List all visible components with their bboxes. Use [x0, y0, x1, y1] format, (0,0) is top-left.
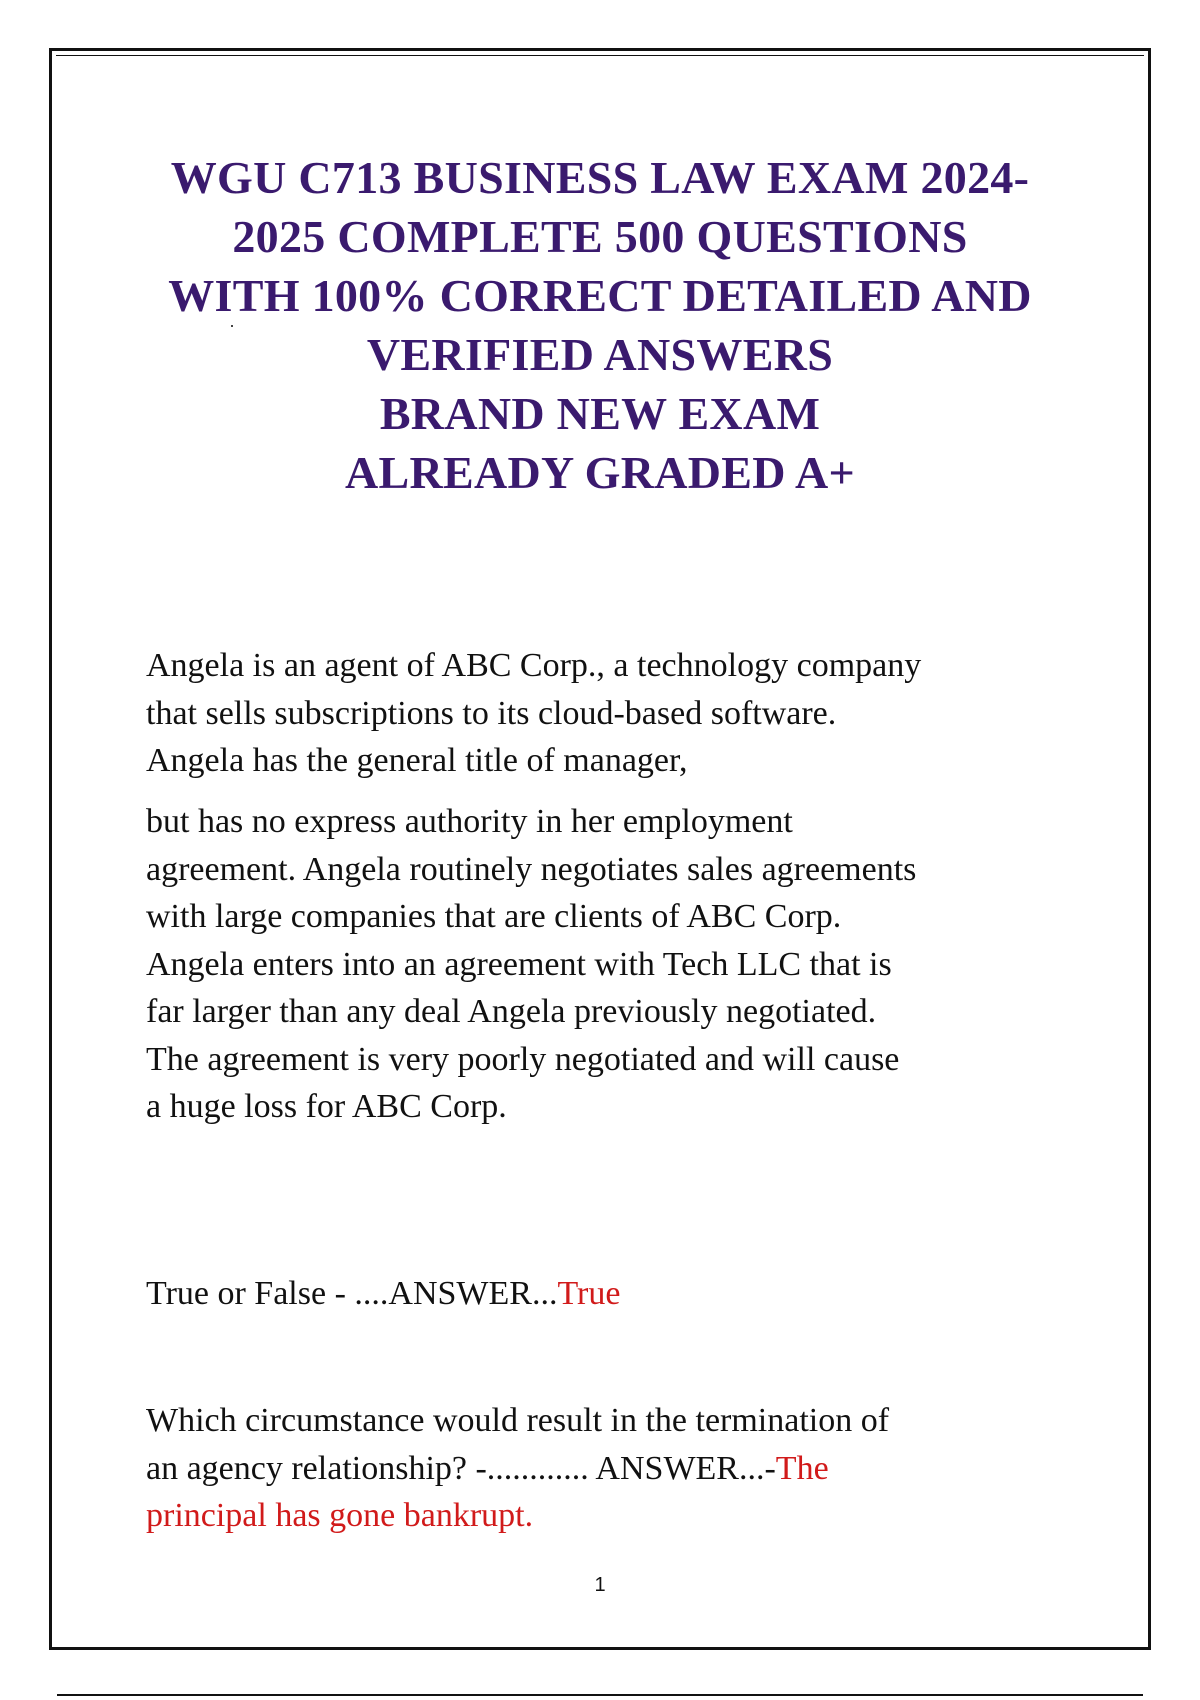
- answer-text: True: [557, 1275, 621, 1312]
- answer-text: The: [775, 1449, 829, 1487]
- page-number: 1: [594, 1574, 606, 1596]
- question-passage-part-1: [146, 642, 921, 785]
- qa-item-2: [146, 1397, 889, 1540]
- question-text: True or False - ....ANSWER...: [146, 1275, 558, 1312]
- document-title: [100, 148, 1100, 502]
- title-line: ALREADY GRADED A+: [344, 447, 856, 498]
- passage-line: Angela enters into an agreement with Tech LLC that is: [146, 945, 892, 983]
- title-line: WGU C713 BUSINESS LAW EXAM 2024-: [170, 152, 1030, 203]
- title-line: VERIFIED ANSWERS: [366, 329, 834, 380]
- title-line: WITH 100% CORRECT DETAILED AND: [168, 270, 1032, 321]
- passage-line: but has no express authority in her employment: [146, 803, 793, 840]
- title-line: BRAND NEW EXAM: [379, 388, 821, 439]
- qa-line: [146, 1445, 889, 1493]
- passage-line: The agreement is very poorly negotiated and will cause: [146, 1040, 900, 1078]
- passage-line: that sells subscriptions to its cloud-based software.: [146, 694, 837, 732]
- qa-item-1: [146, 1270, 620, 1318]
- passage-line: Angela has the general title of manager,: [146, 742, 688, 779]
- question-text: an agency relationship? -............ ANSWER...-: [146, 1449, 776, 1487]
- passage-line: with large companies that are clients of ABC Corp.: [146, 898, 842, 935]
- question-passage-part-2: [146, 798, 916, 1131]
- passage-line: agreement. Angela routinely negotiates sales agreements: [146, 850, 917, 888]
- next-page-top-rule: [57, 1694, 1143, 1696]
- passage-line: far larger than any deal Angela previously negotiated.: [146, 993, 877, 1030]
- stray-dot: [231, 325, 233, 327]
- question-text: Which circumstance would result in the termination of: [146, 1402, 890, 1439]
- title-line: 2025 COMPLETE 500 QUESTIONS: [232, 211, 968, 262]
- passage-line: a huge loss for ABC Corp.: [146, 1088, 507, 1125]
- passage-line: Angela is an agent of ABC Corp., a technology company: [146, 647, 922, 684]
- qa-line: [146, 1270, 620, 1318]
- answer-text: principal has gone bankrupt.: [146, 1497, 534, 1534]
